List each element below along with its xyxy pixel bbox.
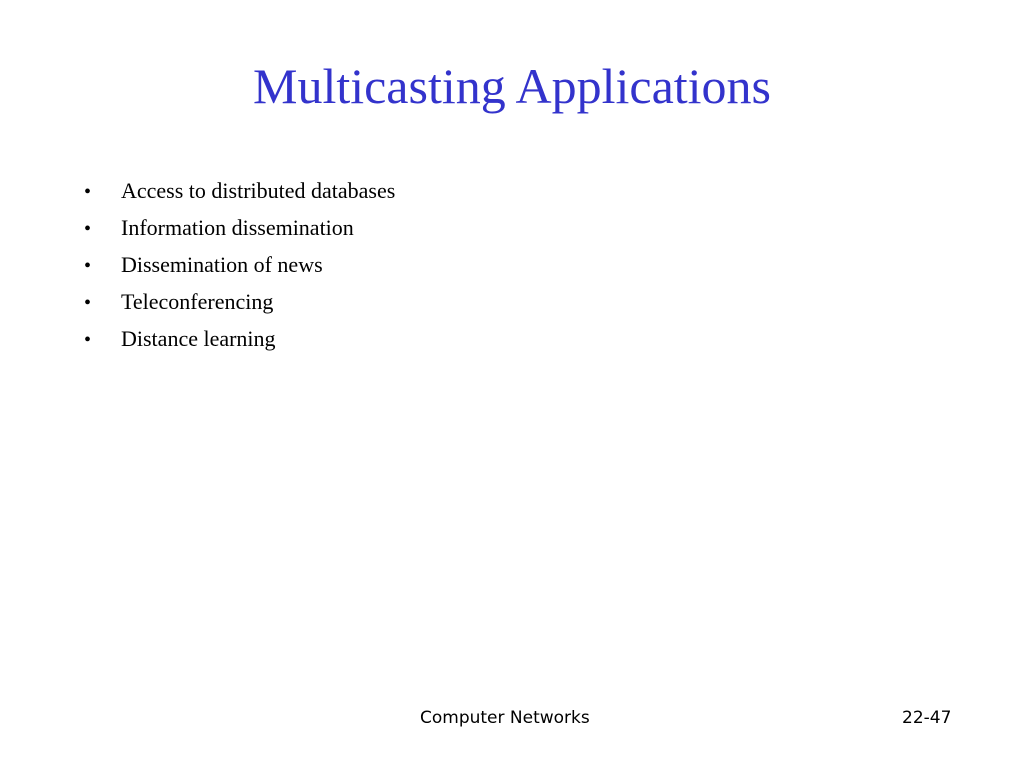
bullet-icon: • bbox=[84, 329, 92, 351]
bullet-item-5 bbox=[84, 321, 395, 358]
bullet-text: Access to distributed databases bbox=[121, 178, 396, 203]
bullet-item-4 bbox=[84, 284, 395, 321]
footer-page-number: 22-47 bbox=[902, 708, 952, 728]
slide-title: Multicasting Applications bbox=[252, 58, 772, 114]
bullet-icon: • bbox=[84, 181, 92, 203]
bullet-icon: • bbox=[84, 218, 92, 240]
bullet-icon: • bbox=[84, 255, 92, 277]
bullet-list bbox=[84, 173, 395, 358]
bullet-icon: • bbox=[84, 292, 92, 314]
footer-course-title: Computer Networks bbox=[420, 708, 590, 728]
bullet-text: Information dissemination bbox=[121, 215, 354, 240]
bullet-text: Teleconferencing bbox=[121, 289, 274, 314]
bullet-item-1 bbox=[84, 173, 395, 210]
bullet-item-2 bbox=[84, 210, 395, 247]
bullet-text: Dissemination of news bbox=[121, 252, 323, 277]
bullet-item-3 bbox=[84, 247, 395, 284]
bullet-text: Distance learning bbox=[121, 326, 276, 351]
